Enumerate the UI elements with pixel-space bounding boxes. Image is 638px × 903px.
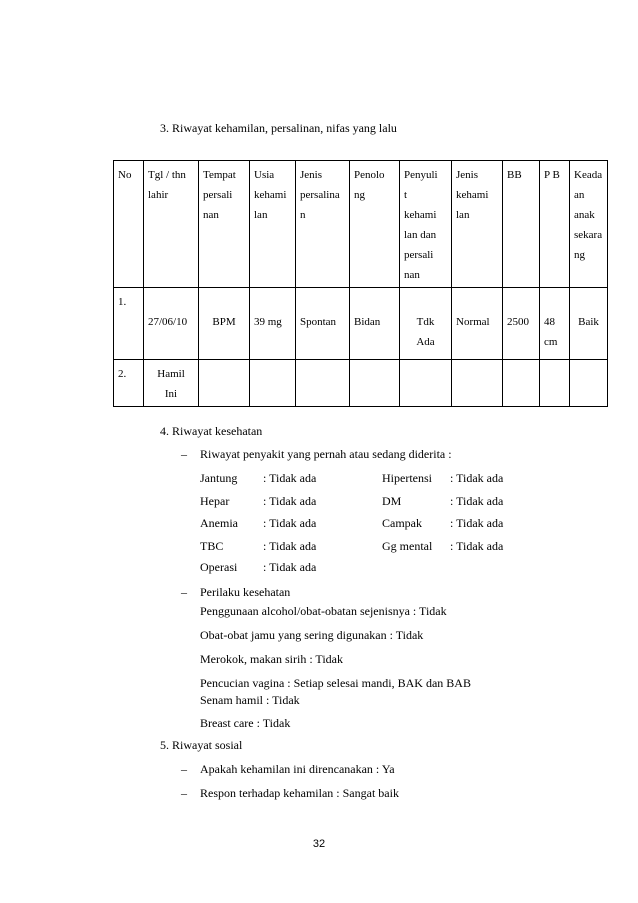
disease-value: : Tidak ada [263,560,317,574]
riwayat-kehamilan-table [113,160,608,407]
section-4-heading: 4. Riwayat kesehatan [160,424,263,438]
row-cell: 39 mg [250,288,296,360]
disease-name: Anemia [200,516,238,530]
row-cell [540,360,570,407]
row-number: 1. [114,288,144,360]
table-row [114,360,608,407]
row-cell: Spontan [296,288,350,360]
sosial-item: Apakah kehamilan ini direncanakan : Ya [200,762,395,776]
table-header-row [114,161,608,288]
disease-name: Gg mental [382,539,433,553]
disease-name: DM [382,494,402,508]
header-cell: No [114,161,144,288]
disease-name: Jantung [200,471,238,485]
header-cell: P B [540,161,570,288]
row-cell: 27/06/10 [144,288,199,360]
row-cell [400,360,452,407]
perilaku-item: Penggunaan alcohol/obat-obatan sejenisnya : Tidak [200,604,447,618]
header-cell: Tempat persali nan [199,161,250,288]
disease-value: : Tidak ada [263,516,317,530]
disease-name: TBC [200,539,224,553]
header-cell: Usia kehami lan [250,161,296,288]
disease-value: : Tidak ada [263,471,317,485]
perilaku-item: Pencucian vagina : Setiap selesai mandi, BAK dan BAB [200,676,471,690]
section-3-heading: 3. Riwayat kehamilan, persalinan, nifas yang lalu [160,121,397,135]
disease-name: Campak [382,516,422,530]
dash-bullet: – [181,447,187,461]
perilaku-item: Obat-obat jamu yang sering digunakan : Tidak [200,628,424,642]
dash-bullet: – [181,762,187,776]
row-cell [570,360,608,407]
perilaku-label: Perilaku kesehatan [200,585,291,599]
header-cell: Keada an anak sekara ng [570,161,608,288]
header-cell: Jenis kehami lan [452,161,503,288]
header-cell: Penyuli t kehami lan dan persali nan [400,161,452,288]
row-cell: 48 cm [540,288,570,360]
header-cell: BB [503,161,540,288]
row-cell [250,360,296,407]
header-cell: Jenis persalina n [296,161,350,288]
disease-value: : Tidak ada [263,539,317,553]
perilaku-item: Senam hamil : Tidak [200,693,300,707]
row-cell: Tdk Ada [400,288,452,360]
row-cell [199,360,250,407]
header-cell: Tgl / thn lahir [144,161,199,288]
table-row [114,288,608,360]
disease-value: : Tidak ada [450,516,504,530]
disease-name: Hepar [200,494,230,508]
row-cell: BPM [199,288,250,360]
perilaku-item: Breast care : Tidak [200,716,291,730]
row-cell: Hamil Ini [144,360,199,407]
row-cell: 2500 [503,288,540,360]
row-cell: Bidan [350,288,400,360]
perilaku-item: Merokok, makan sirih : Tidak [200,652,343,666]
row-cell [452,360,503,407]
row-cell: Baik [570,288,608,360]
dash-bullet: – [181,585,187,599]
penyakit-label: Riwayat penyakit yang pernah atau sedang diderita : [200,447,452,461]
disease-value: : Tidak ada [450,539,504,553]
row-cell [350,360,400,407]
header-cell: Penolo ng [350,161,400,288]
disease-value: : Tidak ada [450,471,504,485]
page-number: 32 [312,838,326,850]
disease-value: : Tidak ada [450,494,504,508]
section-5-heading: 5. Riwayat sosial [160,738,243,752]
row-cell [296,360,350,407]
row-number: 2. [114,360,144,407]
dash-bullet: – [181,786,187,800]
disease-value: : Tidak ada [263,494,317,508]
disease-name: Hipertensi [382,471,432,485]
sosial-item: Respon terhadap kehamilan : Sangat baik [200,786,399,800]
row-cell: Normal [452,288,503,360]
disease-name: Operasi [200,560,238,574]
row-cell [503,360,540,407]
